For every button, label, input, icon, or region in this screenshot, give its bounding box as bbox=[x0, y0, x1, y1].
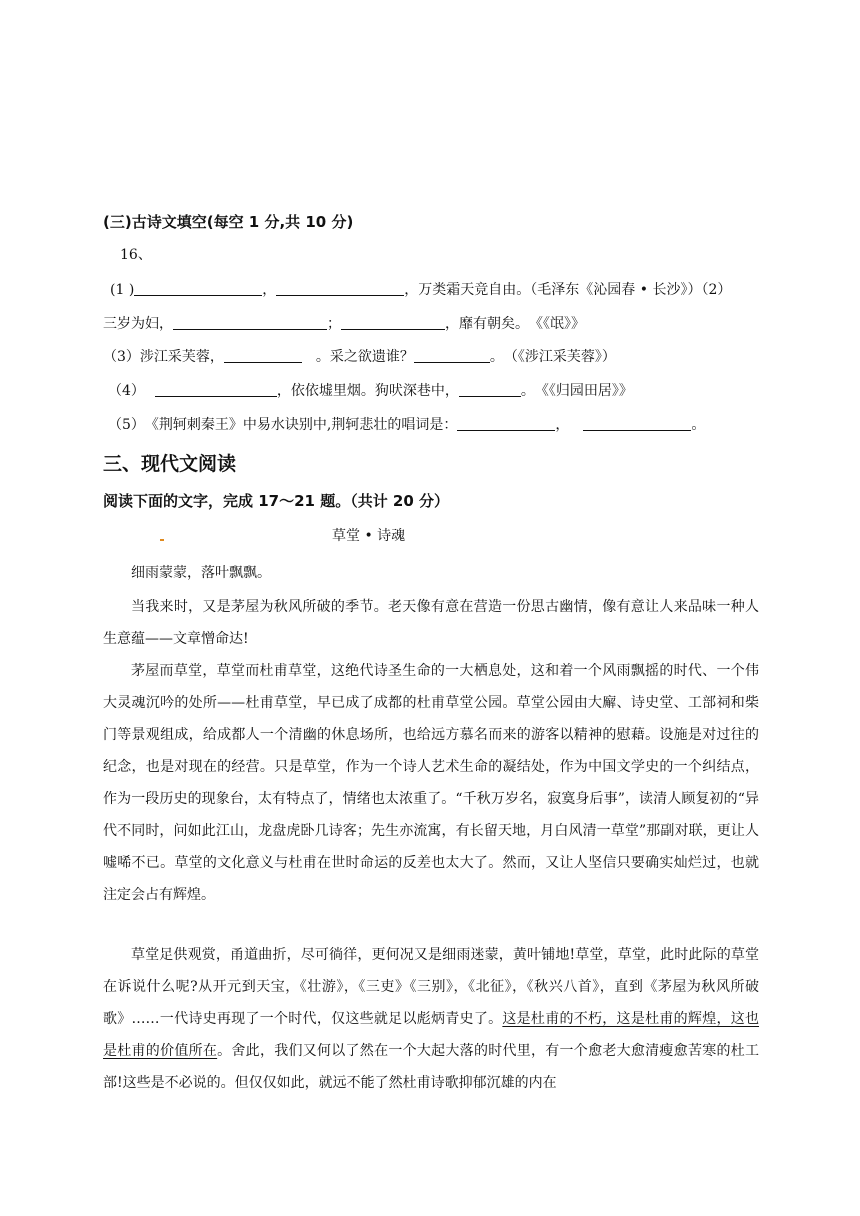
answer-blank[interactable] bbox=[173, 315, 327, 330]
underlined-key-sentence: 这是杜甫的不朽，这是杜甫的辉煌，这也是杜甫的价值所在 bbox=[103, 1011, 760, 1059]
answer-blank[interactable] bbox=[224, 348, 302, 363]
fill-item-3-prefix: （3）涉江采芙蓉， bbox=[103, 349, 224, 365]
fill-item-1-prefix: (1 ) bbox=[110, 282, 135, 298]
answer-blank[interactable] bbox=[459, 382, 521, 397]
answer-blank[interactable] bbox=[155, 382, 277, 397]
fill-item-1-rest: ，万类霜天竞自由。（毛泽东《沁园春 • 长沙》）（2） bbox=[404, 282, 732, 298]
fill-item-1 bbox=[110, 280, 731, 300]
fill-item-4 bbox=[108, 381, 633, 401]
article-paragraph-4-part-b: 。舍此，我们又何以了然在一个大起大落的时代里，有一个愈老大愈清瘦愈苦寒的杜工部!这些是不必说的。但仅仅如此，就远不能了然杜甫诗歌抑郁沉雄的内在 bbox=[103, 1043, 760, 1091]
article-paragraph-1: 细雨蒙蒙，落叶飘飘。 bbox=[131, 565, 271, 581]
section-title-modern-reading: 三、现代文阅读 bbox=[103, 453, 237, 475]
fill-item-3-rest: 。 （《涉江采芙蓉》） bbox=[489, 349, 616, 365]
fill-item-2-mid: ； bbox=[327, 316, 341, 332]
article-title: 草堂 • 诗魂 bbox=[332, 528, 406, 544]
fill-item-2-prefix: 三岁为妇， bbox=[103, 316, 173, 332]
answer-blank[interactable] bbox=[276, 281, 404, 296]
fill-item-5 bbox=[108, 415, 705, 435]
article-paragraph-4 bbox=[103, 939, 759, 1099]
question-number-16: 16、 bbox=[120, 247, 152, 263]
fill-item-3 bbox=[103, 347, 616, 367]
fill-item-4-prefix: （4） bbox=[108, 383, 145, 399]
article-paragraph-4-part-a: 草堂足供观赏，甬道曲折，尽可徜徉，更何况又是细雨迷蒙，黄叶铺地!草堂，草堂，此时此际的草堂在诉说什么呢?从开元到天宝，《壮游》，《三吏》《三别》，《北征》，《秋兴八首》，直到《茅屋为秋风所破歌》……一代诗史再现了一个时代，仅这些就足以彪炳青史了。 bbox=[103, 947, 759, 1027]
fill-item-5-sep: ， bbox=[555, 417, 570, 433]
fill-item-4-mid: ，依依墟里烟。狗吠深巷中， bbox=[276, 383, 459, 399]
orange-mark bbox=[160, 539, 164, 541]
section-title-classical-poetry: (三)古诗文填空(每空 1 分,共 10 分) bbox=[103, 213, 354, 231]
answer-blank[interactable] bbox=[583, 416, 691, 431]
fill-item-1-sep: ， bbox=[262, 282, 277, 298]
fill-item-5-prefix: （5） 《荆轲刺秦王》中易水诀别中,荆轲悲壮的唱词是： bbox=[108, 417, 458, 433]
fill-item-2 bbox=[103, 314, 585, 334]
article-paragraph-2: 当我来时，又是茅屋为秋风所破的季节。老天像有意在营造一份思古幽情，像有意让人来品味一种人生意蕴——文章憎命达! bbox=[103, 599, 759, 647]
answer-blank[interactable] bbox=[414, 348, 490, 363]
fill-item-4-rest: 。 《《归园田居》》 bbox=[520, 383, 633, 399]
reading-instructions: 阅读下面的文字，完成 17～21 题。（共计 20 分） bbox=[103, 492, 450, 510]
answer-blank[interactable] bbox=[457, 416, 555, 431]
fill-item-2-rest: ，靡有朝矣。 《《氓》》 bbox=[445, 316, 585, 332]
fill-item-3-mid: 。采之欲遗谁？ bbox=[301, 349, 414, 365]
answer-blank[interactable] bbox=[134, 281, 262, 296]
fill-item-5-end: 。 bbox=[691, 417, 706, 433]
article-paragraph-3: 茅屋而草堂，草堂而杜甫草堂，这绝代诗圣生命的一大栖息处，这和着一个风雨飘摇的时代、一个伟大灵魂沉吟的处所——杜甫草堂，早已成了成都的杜甫草堂公园。草堂公园由大廨、诗史堂、工部祠和柴门等景观组成，给成都人一个清幽的休息场所，也给远方慕名而来的游客以精神的慰藉。设施是对过往的纪念，也是对现在的经营。只是草堂，作为一个诗人艺术生命的凝结处，作为中国文学史的一个纠结点，作为一段历史的现象台，太有特点了，情绪也太浓重了。“千秋万岁名，寂寞身后事”，读清人顾复初的“异代不同时，问如此江山，龙盘虎卧几诗客；先生亦流寓，有长留天地，月白风清一草堂”那副对联，更让人嘘唏不已。草堂的文化意义与杜甫在世时命运的反差也太大了。然而，又让人坚信只要确实灿烂过，也就注定会占有辉煌。 bbox=[103, 663, 759, 903]
answer-blank[interactable] bbox=[341, 315, 445, 330]
